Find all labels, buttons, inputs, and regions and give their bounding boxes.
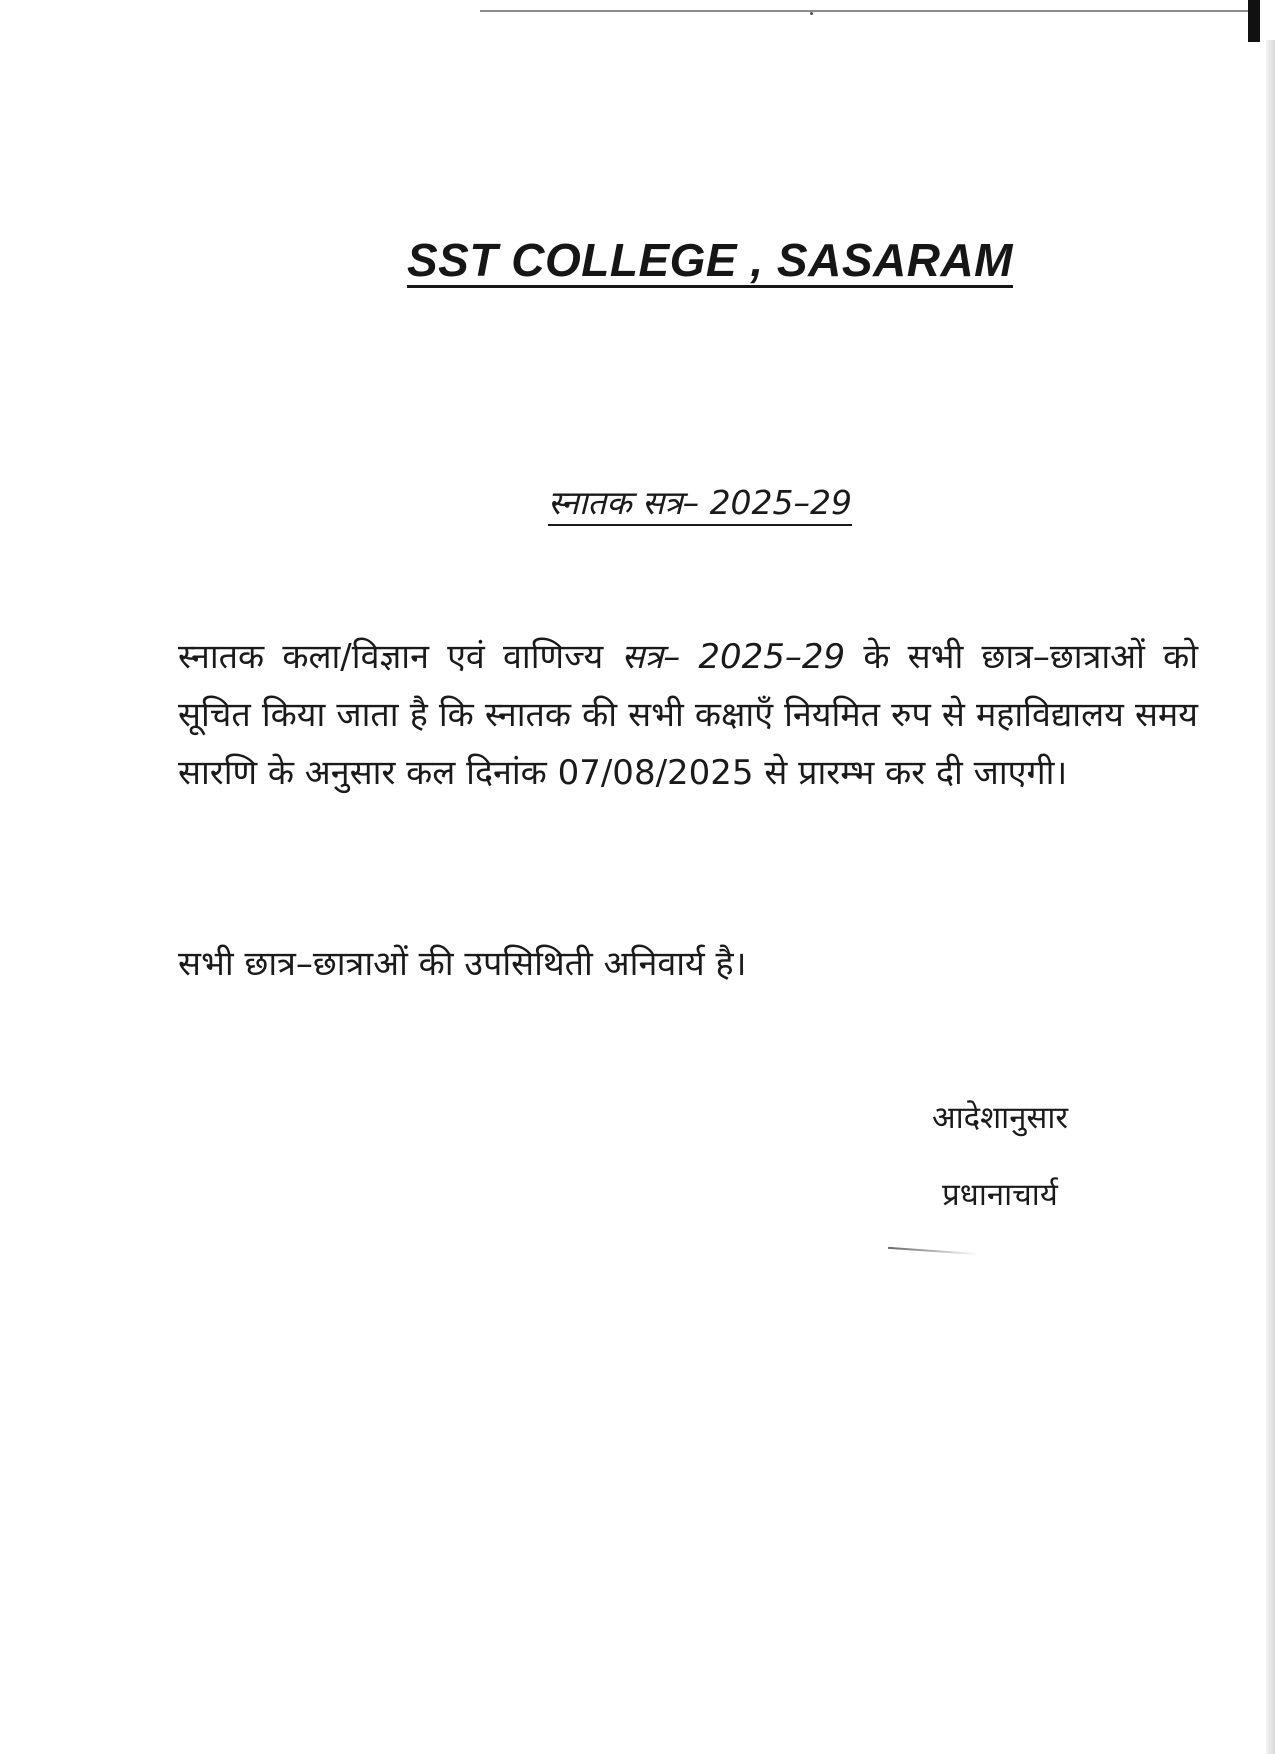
signoff-designation: प्रधानाचार्य xyxy=(942,1177,1058,1213)
attendance-note: सभी छात्र–छात्राओं की उपसिथिती अनिवार्य है। xyxy=(178,944,747,984)
college-title: SST COLLEGE , SASARAM xyxy=(407,234,1013,286)
scan-dust-mark xyxy=(810,12,813,15)
notice-paragraph xyxy=(178,628,1198,802)
scan-right-edge xyxy=(1266,40,1275,1754)
scan-top-edge xyxy=(480,10,1260,12)
signoff-by-order: आदेशानुसार xyxy=(931,1100,1069,1136)
pen-stroke-mark xyxy=(888,1247,978,1255)
notice-text-part2: के सभी छात्र–छात्राओं को सूचित किया जाता है कि स्नातक की सभी कक्षाएँ नियमित रुप से महाविद्यालय समय सारणि के अनुसार कल दिनांक 07/08/2025 से प्रारम्भ कर दी जाएगी। xyxy=(178,637,1198,793)
notice-session: सत्र– 2025–29 xyxy=(621,637,846,677)
session-heading: स्नातक सत्र– 2025–29 xyxy=(547,483,853,522)
scan-corner-mark xyxy=(1248,0,1260,42)
notice-text-part1: स्नातक कला/विज्ञान एवं वाणिज्य xyxy=(178,637,622,677)
